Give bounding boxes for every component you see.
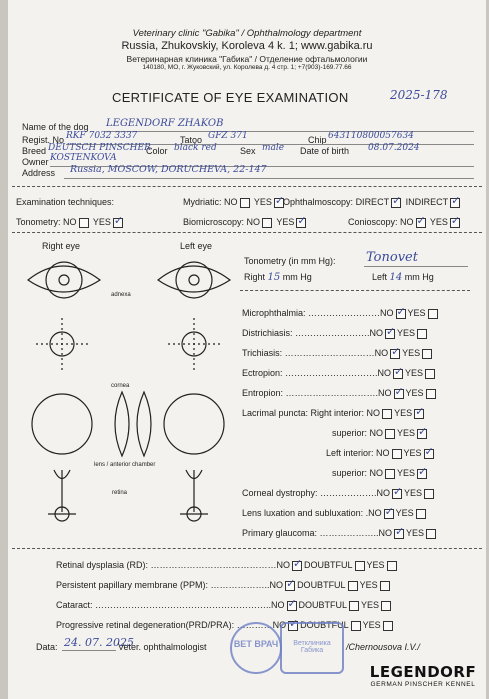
finding-lacrimal-left-interior: Left interior: NO YES✓ — [326, 448, 436, 459]
lens-luxation-no-checkbox[interactable] — [384, 509, 394, 519]
cataract-doubtful-checkbox[interactable] — [349, 601, 359, 611]
prd-row: Progressive retinal degeneration(PRD/PRA): …………NO✓ DOUBTFUL YES — [56, 620, 395, 631]
rd-row: Retinal dysplasia (RD): ……………………………………NO✓ DOUBTFUL YES — [56, 560, 399, 571]
conioscopy-row: Conioscopy: NO✓ YES✓ — [348, 217, 462, 228]
finding-districhiasis: Districhiasis: …………………….NO✓ YES — [242, 328, 429, 339]
cataract-no-checkbox[interactable] — [287, 601, 297, 611]
color-value: black red — [174, 143, 217, 153]
color-label: Color — [146, 146, 168, 156]
kennel-watermark: LEGENDORF GERMAN PINSCHER KENNEL — [360, 659, 486, 699]
entropion-yes-checkbox[interactable] — [426, 389, 436, 399]
lacrimal-right-interior-no-checkbox[interactable] — [382, 409, 392, 419]
lens-luxation-yes-checkbox[interactable] — [416, 509, 426, 519]
finding-lacrimal-right-superior: superior: NO YES✓ — [332, 428, 429, 439]
certificate-page — [8, 0, 486, 699]
ppm-doubtful-checkbox[interactable] — [348, 581, 358, 591]
finding-lacrimal-left-superior: superior: NO YES✓ — [332, 468, 429, 479]
regist-value: RKF 7032 3337 — [66, 131, 138, 141]
date-value: 24. 07. 2025 — [64, 636, 134, 649]
adnexa-label: adnexa — [111, 292, 131, 298]
lens-label: lens / anterior chamber — [94, 462, 156, 468]
dob-value: 08.07.2024 — [368, 143, 420, 153]
tonometry-no-checkbox[interactable] — [79, 218, 89, 228]
finding-trichiasis: Trichiasis: …………………………NO✓ YES — [242, 348, 434, 359]
vet-label: Veter. ophthalmologist — [118, 642, 207, 652]
biomicroscopy-row: Biomicroscopy: NO YES✓ — [183, 217, 308, 228]
sex-value: male — [262, 143, 285, 153]
tatoo-label: Tatoo — [180, 135, 203, 145]
trichiasis-no-checkbox[interactable] — [390, 349, 400, 359]
owner-value: KOSTENKOVA — [50, 153, 117, 163]
address-label: Address — [22, 168, 56, 178]
conioscopy-no-checkbox[interactable] — [416, 218, 426, 228]
districhiasis-yes-checkbox[interactable] — [417, 329, 427, 339]
districhiasis-no-checkbox[interactable] — [385, 329, 395, 339]
tonometry-device: Tonovet — [366, 250, 418, 265]
lacrimal-left-interior-no-checkbox[interactable] — [392, 449, 402, 459]
clinic-address: Russia, Zhukovskiy, Koroleva 4 k. 1; www.gabika.ru — [121, 40, 373, 52]
ppm-yes-checkbox[interactable] — [380, 581, 390, 591]
clinic-address-ru: 140180, МО, г. Жуковский, ул. Королева д. 4 стр. 1; +7(903)-169.77.66 — [142, 64, 352, 71]
ophthalmoscopy-row: Ophthalmoscopy: DIRECT✓ INDIRECT✓ — [283, 197, 462, 208]
direct-checkbox[interactable] — [391, 198, 401, 208]
owner-label: Owner — [22, 157, 49, 167]
ppm-no-checkbox[interactable] — [285, 581, 295, 591]
cataract-row: Cataract: …………………………………………………..NO✓ DOUBTFUL YES — [56, 600, 393, 611]
trichiasis-yes-checkbox[interactable] — [422, 349, 432, 359]
tonometry-yes-checkbox[interactable] — [113, 218, 123, 228]
regist-label: Regist. No — [22, 135, 65, 145]
microphthalmia-yes-checkbox[interactable] — [428, 309, 438, 319]
sex-label: Sex — [240, 146, 256, 156]
prd-doubtful-checkbox[interactable] — [351, 621, 361, 631]
cataract-yes-checkbox[interactable] — [381, 601, 391, 611]
ectropion-yes-checkbox[interactable] — [425, 369, 435, 379]
rd-yes-checkbox[interactable] — [387, 561, 397, 571]
techniques-label: Examination techniques: — [16, 197, 115, 207]
rd-no-checkbox[interactable] — [292, 561, 302, 571]
mydriatic-row: Mydriatic: NO YES✓ — [183, 197, 286, 208]
lacrimal-right-superior-no-checkbox[interactable] — [385, 429, 395, 439]
clinic-name-ru: Ветеринарная клиника "Габика" / Отделение офтальмологии — [126, 54, 368, 64]
prd-yes-checkbox[interactable] — [383, 621, 393, 631]
rd-doubtful-checkbox[interactable] — [355, 561, 365, 571]
lacrimal-right-superior-yes-checkbox[interactable] — [417, 429, 427, 439]
biomicroscopy-no-checkbox[interactable] — [262, 218, 272, 228]
lacrimal-left-interior-yes-checkbox[interactable] — [424, 449, 434, 459]
finding-lacrimal-right-interior: Lacrimal puncta: Right interior: NO YES✓ — [242, 408, 426, 419]
dog-name-value: LEGENDORF ZHAKOB — [106, 118, 224, 129]
primary-glaucoma-yes-checkbox[interactable] — [426, 529, 436, 539]
cornea-label: cornea — [111, 383, 130, 389]
retina-label: retina — [112, 490, 128, 496]
clinic-name: Veterinary clinic "Gabika" / Ophthalmology department — [132, 28, 362, 39]
finding-corneal-dystrophy: Corneal dystrophy: ……………….NO✓ YES — [242, 488, 436, 499]
dog-name-label: Name of the dog — [22, 122, 89, 132]
breed-value: DEUTSCH PINSCHER — [48, 143, 151, 153]
page-title: CERTIFICATE OF EYE EXAMINATION — [112, 90, 349, 105]
data-label: Data: — [36, 642, 58, 652]
ectropion-no-checkbox[interactable] — [393, 369, 403, 379]
corneal-dystrophy-yes-checkbox[interactable] — [424, 489, 434, 499]
finding-primary-glaucoma: Primary glaucoma: ………………..NO✓ YES — [242, 528, 438, 539]
address-value: Russia, MOSCOW, DORUCHEVA, 22-147 — [70, 164, 267, 175]
indirect-checkbox[interactable] — [450, 198, 460, 208]
tonometry-row: Tonometry: NO YES✓ — [16, 217, 125, 228]
left-eye-label: Left eye — [180, 241, 213, 251]
vet-name: /Chernousova I.V./ — [346, 642, 420, 652]
finding-ectropion: Ectropion: ………………………….NO✓ YES — [242, 368, 437, 379]
tonometry-right-row: Right 15 mm Hg — [244, 272, 312, 283]
finding-lens-luxation: Lens luxation and subluxation: .NO✓ YES — [242, 508, 428, 519]
dob-label: Date of birth — [300, 146, 350, 156]
microphthalmia-no-checkbox[interactable] — [396, 309, 406, 319]
clinic-stamp-rect: Ветклиника Габика — [280, 622, 344, 674]
chip-value: 643110800057634 — [328, 131, 414, 141]
lacrimal-left-superior-no-checkbox[interactable] — [385, 469, 395, 479]
lacrimal-right-interior-yes-checkbox[interactable] — [414, 409, 424, 419]
biomicroscopy-yes-checkbox[interactable] — [296, 218, 306, 228]
certificate-number: 2025-178 — [390, 88, 448, 102]
right-eye-label: Right eye — [42, 241, 81, 251]
mydriatic-no-checkbox[interactable] — [240, 198, 250, 208]
primary-glaucoma-no-checkbox[interactable] — [394, 529, 404, 539]
chip-label: Chip — [308, 135, 327, 145]
tonometry-mm-label: Tonometry (in mm Hg): — [244, 256, 336, 266]
finding-microphthalmia: Microphthalmia: ……………………NO✓ YES — [242, 308, 440, 319]
tatoo-value: GFZ 371 — [208, 131, 248, 141]
finding-entropion: Entropion: ………………………….NO✓ YES — [242, 388, 438, 399]
clinic-stamp: ВЕТ ВРАЧ — [230, 622, 282, 674]
conioscopy-yes-checkbox[interactable] — [450, 218, 460, 228]
ppm-row: Persistent papillary membrane (PPM): ………………..NO✓ DOUBTFUL YES — [56, 580, 392, 591]
lacrimal-left-superior-yes-checkbox[interactable] — [417, 469, 427, 479]
entropion-no-checkbox[interactable] — [394, 389, 404, 399]
corneal-dystrophy-no-checkbox[interactable] — [392, 489, 402, 499]
breed-label: Breed — [22, 146, 47, 156]
tonometry-left-row: Left 14 mm Hg — [372, 272, 434, 283]
